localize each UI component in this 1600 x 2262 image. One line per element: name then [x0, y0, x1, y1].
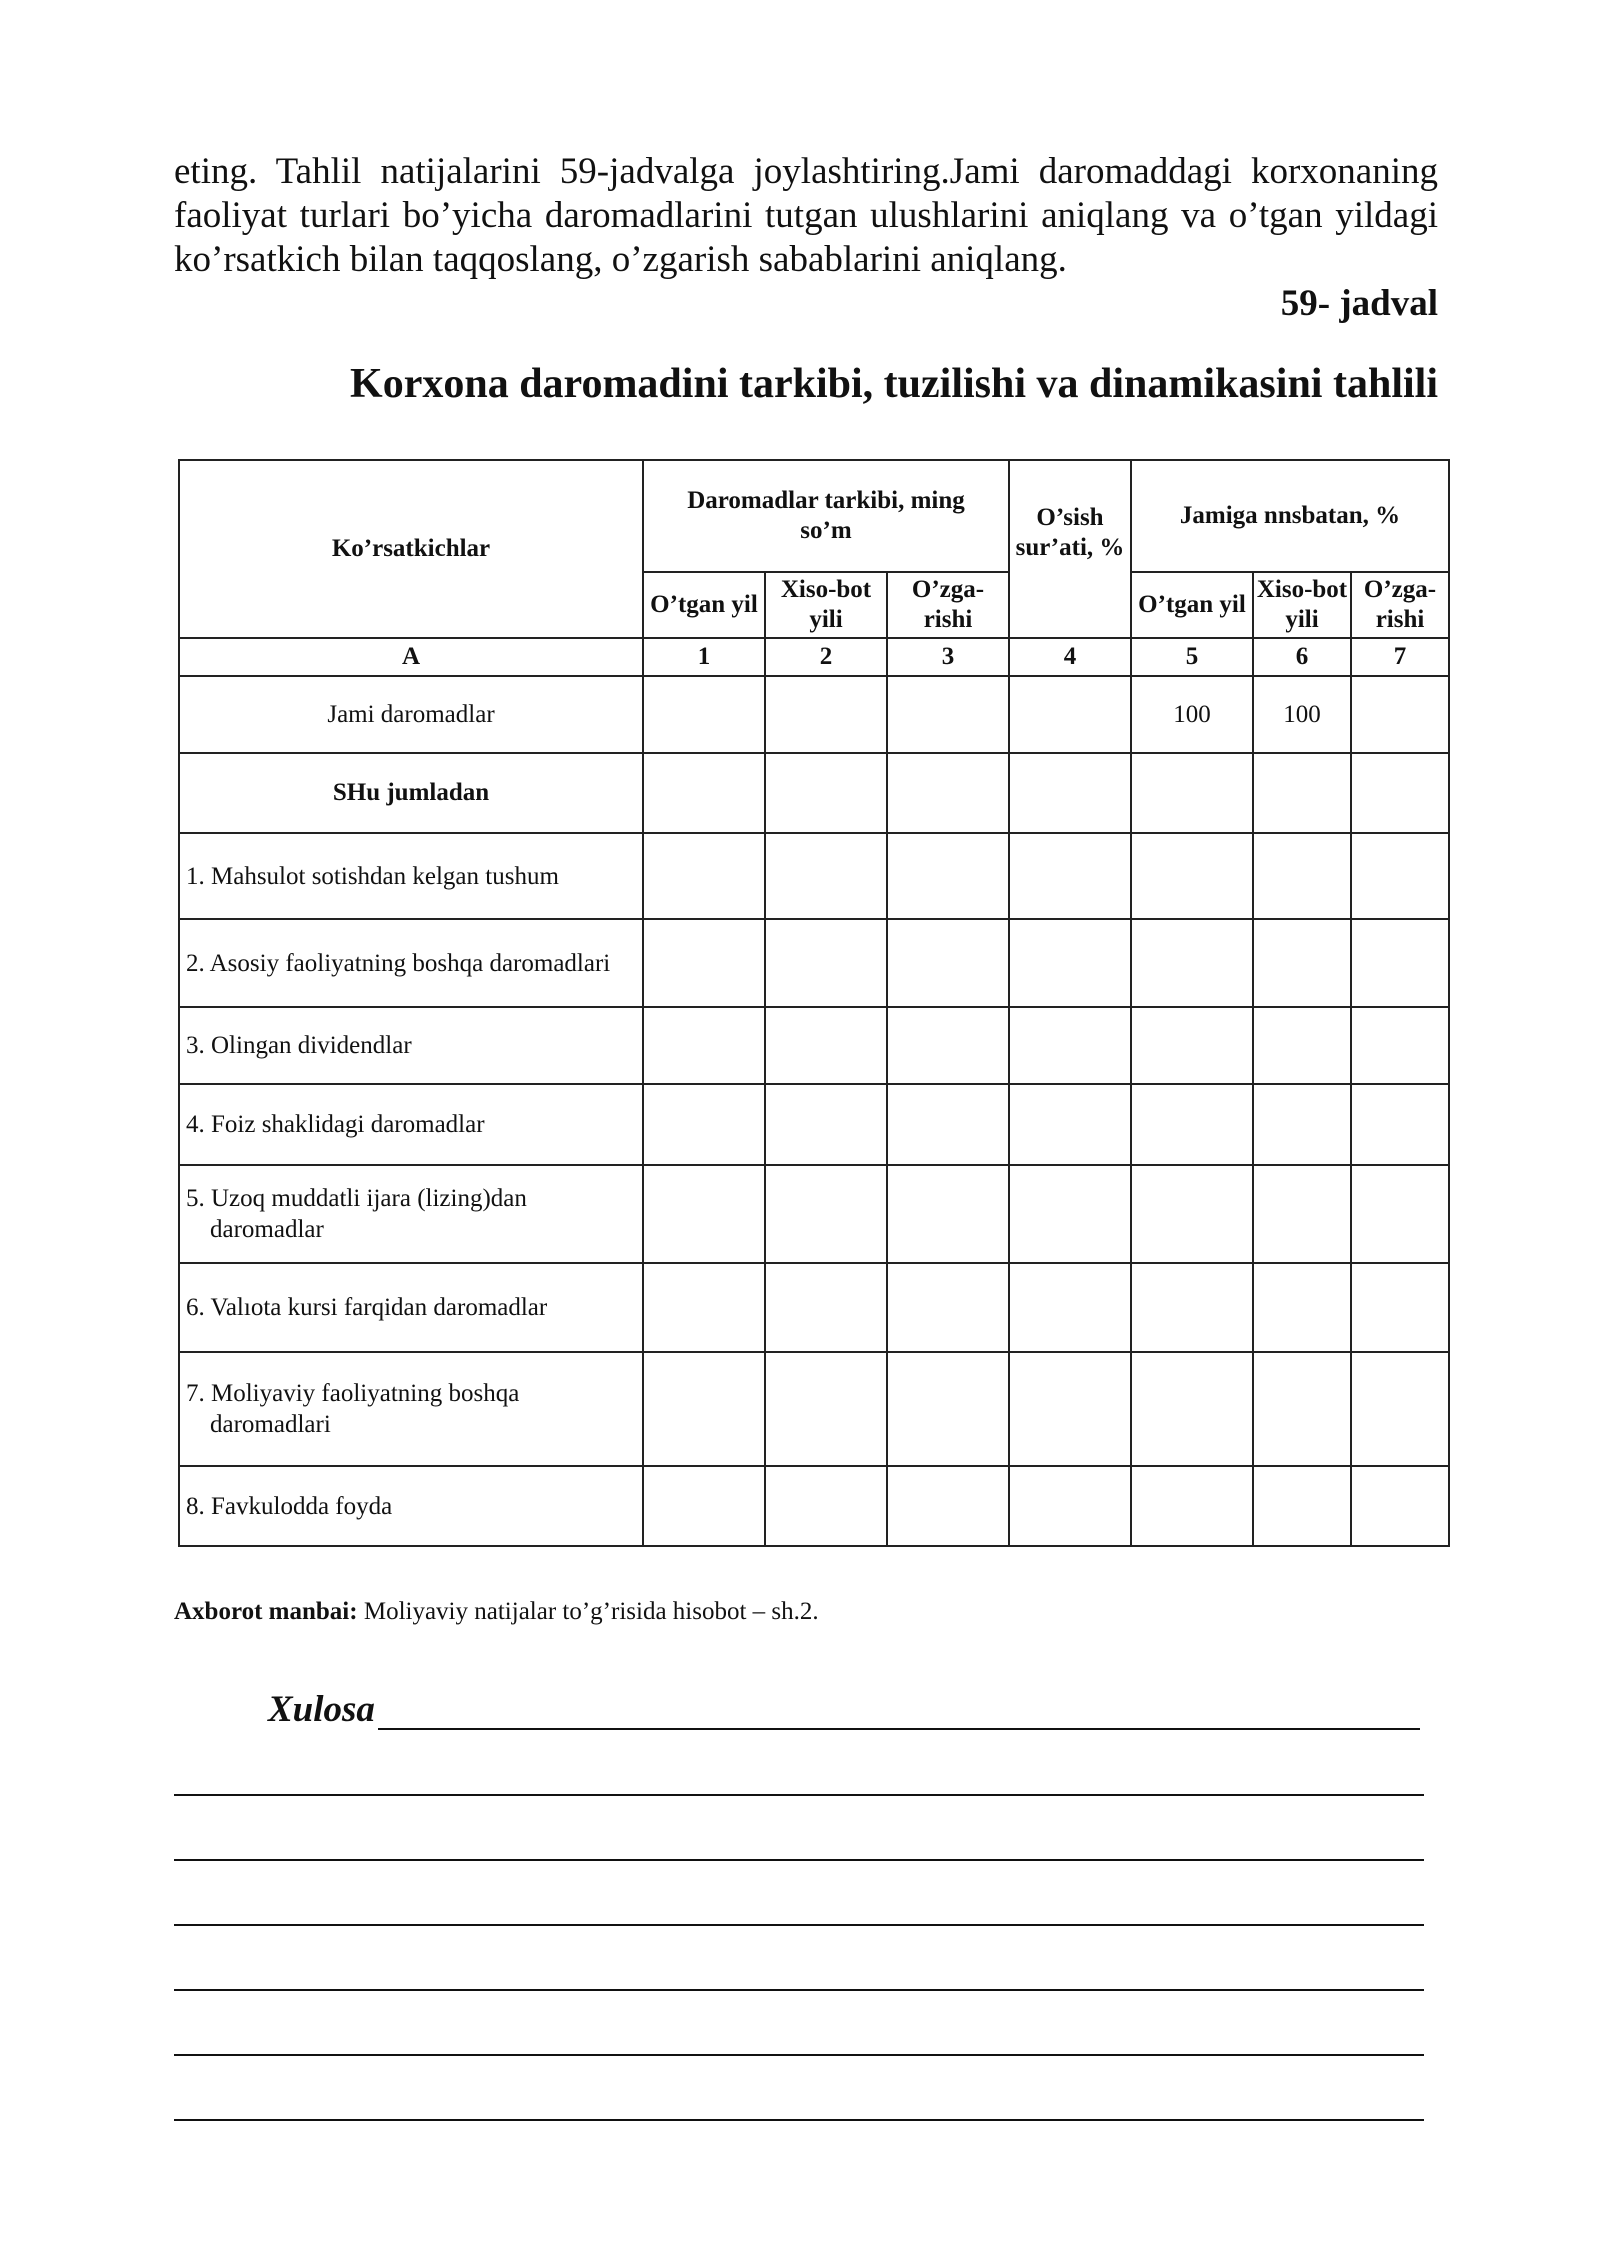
table-cell: [1009, 676, 1131, 753]
table-title: Korxona daromadini tarkibi, tuzilishi va dinamikasini tahlili: [350, 361, 1438, 407]
column-number: 2: [765, 638, 887, 676]
conclusion-line[interactable]: [174, 1859, 1424, 1861]
header-growth-rate: O’sish sur’ati, %: [1009, 460, 1131, 638]
source-text: Moliyaviy natijalar to’g’risida hisobot – sh.2.: [357, 1598, 819, 1625]
header-change-share: O’zga-rishi: [1351, 572, 1449, 638]
header-report-year-share: Xiso-bot yili: [1253, 572, 1351, 638]
conclusion-label: Xulosa: [268, 1689, 375, 1730]
table-row: [179, 1263, 1449, 1352]
subheading-label: SHu jumladan: [179, 753, 643, 833]
table-cell: [765, 676, 887, 753]
conclusion-line[interactable]: [174, 1924, 1424, 1926]
income-analysis-table: [178, 459, 1450, 1547]
table-row: [179, 1007, 1449, 1084]
table-number: 59- jadval: [1280, 283, 1438, 324]
row-label: 3. Olingan dividendlar: [179, 1007, 643, 1084]
intro-paragraph: eting. Tahlil natijalarini 59-jadvalga joylashtiring.Jami daromaddagi korxonaning faoliyat turlari bo’yicha daromadlarini tutgan ulushlarini aniqlang va o’tgan yildagi ko’rsatkich bilan taqqoslang, o’zgarish sabablarini aniqlang.: [174, 151, 1438, 280]
column-number: A: [179, 638, 643, 676]
row-label: 7. Moliyaviy faoliyatning boshqa daromadlari: [179, 1352, 643, 1466]
header-prev-year: O’tgan yil: [643, 572, 765, 638]
source-note: [174, 1598, 819, 1626]
source-label: Axborot manbai:: [174, 1598, 358, 1625]
table-row: [179, 919, 1449, 1007]
header-share-of-total: Jamiga nnsbatan, %: [1131, 460, 1449, 572]
header-change: O’zga-rishi: [887, 572, 1009, 638]
column-number: 3: [887, 638, 1009, 676]
conclusion-line[interactable]: [174, 1989, 1424, 1991]
share-report-year-total: 100: [1253, 676, 1351, 753]
share-prev-year-total: 100: [1131, 676, 1253, 753]
row-label: 8. Favkulodda foyda: [179, 1466, 643, 1546]
column-number: 4: [1009, 638, 1131, 676]
table-cell: [643, 676, 765, 753]
header-income-structure: Daromadlar tarkibi, ming so’m: [643, 460, 1009, 572]
row-label: 1. Mahsulot sotishdan kelgan tushum: [179, 833, 643, 919]
table-row: [179, 1352, 1449, 1466]
row-label: 5. Uzoq muddatli ijara (lizing)dan daromadlar: [179, 1165, 643, 1263]
row-label: 6. Valıota kursi farqidan daromadlar: [179, 1263, 643, 1352]
conclusion-line[interactable]: [378, 1728, 1420, 1730]
conclusion-line[interactable]: [174, 1794, 1424, 1796]
column-number: 6: [1253, 638, 1351, 676]
column-number: 7: [1351, 638, 1449, 676]
header-report-year: Xiso-bot yili: [765, 572, 887, 638]
header-prev-year-share: O’tgan yil: [1131, 572, 1253, 638]
row-label: 2. Asosiy faoliyatning boshqa daromadlari: [179, 919, 643, 1007]
table-row: [179, 1466, 1449, 1546]
column-number: 5: [1131, 638, 1253, 676]
table-row: [179, 1084, 1449, 1165]
conclusion-line[interactable]: [174, 2119, 1424, 2121]
total-income-label: Jami daromadlar: [179, 676, 643, 753]
header-indicators: Ko’rsatkichlar: [179, 460, 643, 638]
table-row-subheading: [179, 753, 1449, 833]
table-row-total: [179, 676, 1449, 753]
table-row: [179, 833, 1449, 919]
conclusion-line[interactable]: [174, 2054, 1424, 2056]
row-label: 4. Foiz shaklidagi daromadlar: [179, 1084, 643, 1165]
table-row: [179, 1165, 1449, 1263]
table-cell: [887, 676, 1009, 753]
table-cell: [1351, 676, 1449, 753]
column-number: 1: [643, 638, 765, 676]
